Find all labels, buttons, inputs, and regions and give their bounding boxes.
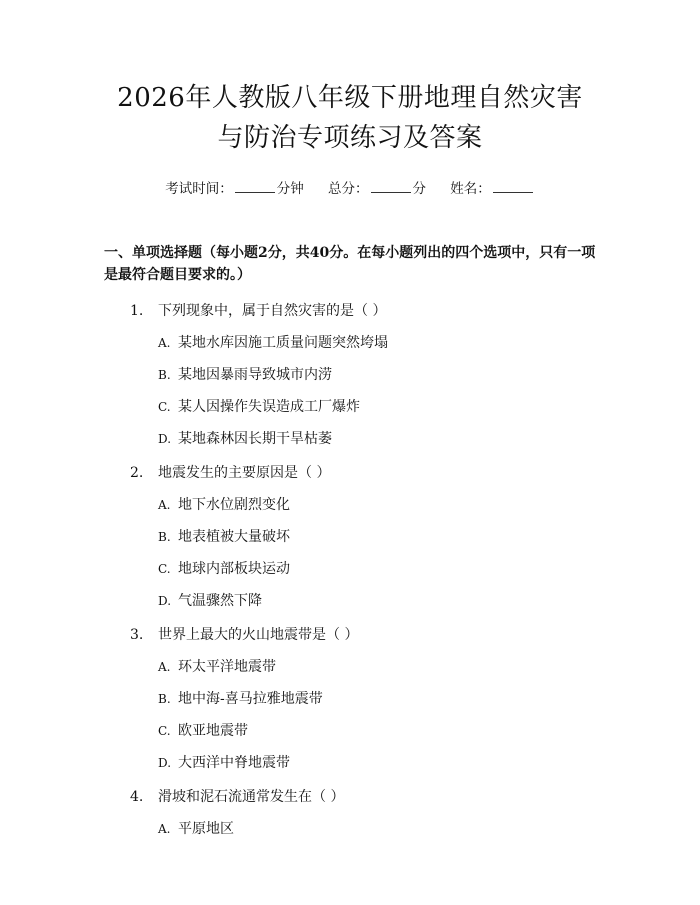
- total-score-label: 总分：: [328, 181, 369, 197]
- option-text: 某地因暴雨导致城市内涝: [178, 367, 332, 383]
- option-letter: C.: [158, 400, 171, 414]
- section-title-single-choice: 一、单项选择题（每小题2分，共40分。在每小题列出的四个选项中，只有一项是最符合题目要求的。）: [104, 245, 596, 283]
- document-title: 2026年人教版八年级下册地理自然灾害与防治专项练习及答案: [117, 83, 583, 153]
- option-letter: A.: [158, 336, 171, 350]
- option-text: 气温骤然下降: [178, 593, 262, 609]
- option-text: 环太平洋地震带: [178, 659, 276, 675]
- question-item: [104, 626, 596, 644]
- student-name-field: [450, 180, 535, 198]
- question-text: 滑坡和泥石流通常发生在（ ）: [158, 789, 345, 805]
- question-item: [104, 788, 596, 806]
- exam-time-unit: 分钟: [276, 181, 304, 197]
- question-text: 地震发生的主要原因是（ ）: [158, 465, 331, 481]
- option-letter: D.: [158, 756, 172, 770]
- exam-time-blank[interactable]: [235, 180, 275, 193]
- option-text: 某地森林因长期干旱枯萎: [178, 431, 332, 447]
- option-text: 地中海-喜马拉雅地震带: [178, 691, 323, 707]
- option-letter: A.: [158, 498, 171, 512]
- option-text: 某地水库因施工质量问题突然垮塌: [178, 335, 388, 351]
- option-list: [104, 496, 596, 610]
- option-list: [104, 820, 596, 838]
- option-letter: D.: [158, 594, 172, 608]
- option-item[interactable]: [104, 592, 596, 610]
- question-number: 4.: [130, 789, 144, 805]
- question-number: 1.: [130, 303, 144, 319]
- question-number: 2.: [130, 465, 144, 481]
- question-text: 下列现象中，属于自然灾害的是（ ）: [158, 303, 387, 319]
- option-text: 大西洋中脊地震带: [178, 755, 290, 771]
- option-item[interactable]: [104, 430, 596, 448]
- option-item[interactable]: [104, 722, 596, 740]
- exam-info-line: [104, 180, 596, 198]
- option-item[interactable]: [104, 690, 596, 708]
- option-item[interactable]: [104, 754, 596, 772]
- option-letter: D.: [158, 432, 172, 446]
- option-letter: A.: [158, 822, 171, 836]
- question-text: 世界上最大的火山地震带是（ ）: [158, 627, 359, 643]
- question-number: 3.: [130, 627, 144, 643]
- option-text: 地表植被大量破坏: [178, 529, 290, 545]
- option-letter: C.: [158, 562, 171, 576]
- option-text: 欧亚地震带: [178, 723, 248, 739]
- option-item[interactable]: [104, 528, 596, 546]
- total-score-unit: 分: [412, 181, 426, 197]
- option-item[interactable]: [104, 658, 596, 676]
- option-letter: B.: [158, 692, 171, 706]
- option-letter: B.: [158, 368, 171, 382]
- option-list: [104, 334, 596, 448]
- option-letter: C.: [158, 724, 171, 738]
- option-text: 某人因操作失误造成工厂爆炸: [178, 399, 360, 415]
- option-item[interactable]: [104, 496, 596, 514]
- question-item: [104, 302, 596, 320]
- student-name-blank[interactable]: [493, 180, 533, 193]
- question-item: [104, 464, 596, 482]
- option-item[interactable]: [104, 366, 596, 384]
- student-name-label: 姓名：: [450, 181, 491, 197]
- option-item[interactable]: [104, 334, 596, 352]
- option-item[interactable]: [104, 560, 596, 578]
- option-text: 平原地区: [178, 821, 234, 837]
- exam-time-field: [165, 180, 304, 198]
- option-list: [104, 658, 596, 772]
- exam-time-label: 考试时间：: [165, 181, 233, 197]
- option-text: 地球内部板块运动: [178, 561, 290, 577]
- total-score-field: [328, 180, 426, 198]
- option-item[interactable]: [104, 398, 596, 416]
- option-item[interactable]: [104, 820, 596, 838]
- total-score-blank[interactable]: [371, 180, 411, 193]
- option-text: 地下水位剧烈变化: [178, 497, 290, 513]
- option-letter: A.: [158, 660, 171, 674]
- option-letter: B.: [158, 530, 171, 544]
